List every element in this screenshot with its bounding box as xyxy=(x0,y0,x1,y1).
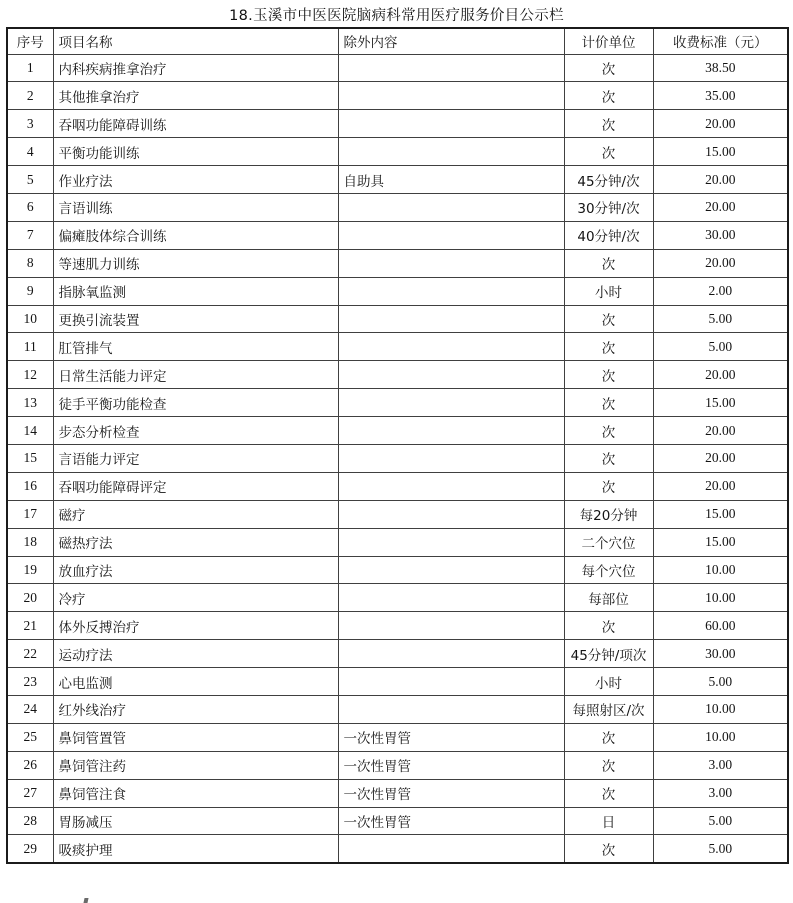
cell-fee-standard: 20.00 xyxy=(653,166,788,194)
cell-serial-number: 5 xyxy=(7,166,53,194)
table-row xyxy=(7,779,788,807)
cell-item-name: 冷疗 xyxy=(53,584,338,612)
cell-serial-number: 23 xyxy=(7,668,53,696)
cell-exclusion xyxy=(338,556,564,584)
cell-exclusion xyxy=(338,695,564,723)
cell-fee-standard: 15.00 xyxy=(653,528,788,556)
cell-exclusion xyxy=(338,640,564,668)
cell-serial-number: 24 xyxy=(7,695,53,723)
cell-exclusion xyxy=(338,193,564,221)
cell-pricing-unit: 30分钟/次 xyxy=(564,193,653,221)
table-row xyxy=(7,723,788,751)
cell-pricing-unit: 每20分钟 xyxy=(564,500,653,528)
cell-item-name: 徒手平衡功能检查 xyxy=(53,389,338,417)
cell-item-name: 作业疗法 xyxy=(53,166,338,194)
cell-item-name: 心电监测 xyxy=(53,668,338,696)
cell-item-name: 运动疗法 xyxy=(53,640,338,668)
table-row xyxy=(7,82,788,110)
cell-pricing-unit: 次 xyxy=(564,723,653,751)
cell-serial-number: 22 xyxy=(7,640,53,668)
cell-item-name: 内科疾病推拿治疗 xyxy=(53,54,338,82)
cell-exclusion: 一次性胃管 xyxy=(338,723,564,751)
table-row xyxy=(7,417,788,445)
cell-pricing-unit: 次 xyxy=(564,835,653,863)
cell-serial-number: 21 xyxy=(7,612,53,640)
table-row xyxy=(7,556,788,584)
cell-exclusion xyxy=(338,668,564,696)
cell-pricing-unit: 次 xyxy=(564,472,653,500)
cell-serial-number: 12 xyxy=(7,361,53,389)
cell-serial-number: 6 xyxy=(7,193,53,221)
cell-pricing-unit: 次 xyxy=(564,110,653,138)
table-row xyxy=(7,528,788,556)
cell-pricing-unit: 日 xyxy=(564,807,653,835)
cell-fee-standard: 30.00 xyxy=(653,640,788,668)
cell-item-name: 指脉氧监测 xyxy=(53,277,338,305)
cell-exclusion xyxy=(338,361,564,389)
cell-fee-standard: 20.00 xyxy=(653,361,788,389)
cell-fee-standard: 20.00 xyxy=(653,472,788,500)
cell-item-name: 红外线治疗 xyxy=(53,695,338,723)
table-row xyxy=(7,333,788,361)
cell-pricing-unit: 次 xyxy=(564,417,653,445)
cell-pricing-unit: 次 xyxy=(564,751,653,779)
cell-serial-number: 20 xyxy=(7,584,53,612)
cell-fee-standard: 20.00 xyxy=(653,249,788,277)
cell-item-name: 言语能力评定 xyxy=(53,444,338,472)
cell-fee-standard: 30.00 xyxy=(653,221,788,249)
cell-exclusion xyxy=(338,305,564,333)
table-row xyxy=(7,807,788,835)
cell-item-name: 鼻饲管置管 xyxy=(53,723,338,751)
cell-pricing-unit: 次 xyxy=(564,333,653,361)
cell-pricing-unit: 每照射区/次 xyxy=(564,695,653,723)
cell-fee-standard: 5.00 xyxy=(653,333,788,361)
table-row xyxy=(7,612,788,640)
cell-exclusion xyxy=(338,500,564,528)
cell-item-name: 吞咽功能障碍训练 xyxy=(53,110,338,138)
cell-serial-number: 9 xyxy=(7,277,53,305)
table-row xyxy=(7,695,788,723)
cell-exclusion xyxy=(338,835,564,863)
cell-serial-number: 17 xyxy=(7,500,53,528)
cell-exclusion: 一次性胃管 xyxy=(338,751,564,779)
table-row xyxy=(7,305,788,333)
table-row xyxy=(7,361,788,389)
table-row xyxy=(7,668,788,696)
table-row xyxy=(7,221,788,249)
table-row xyxy=(7,835,788,863)
cell-serial-number: 10 xyxy=(7,305,53,333)
cell-fee-standard: 5.00 xyxy=(653,835,788,863)
table-row xyxy=(7,444,788,472)
cell-fee-standard: 15.00 xyxy=(653,138,788,166)
cell-pricing-unit: 次 xyxy=(564,82,653,110)
cell-pricing-unit: 次 xyxy=(564,305,653,333)
cell-fee-standard: 20.00 xyxy=(653,417,788,445)
cell-pricing-unit: 次 xyxy=(564,612,653,640)
table-row xyxy=(7,138,788,166)
cell-pricing-unit: 次 xyxy=(564,54,653,82)
table-row xyxy=(7,54,788,82)
header-fee-standard: 收费标准（元） xyxy=(653,28,788,54)
cell-exclusion xyxy=(338,221,564,249)
cell-pricing-unit: 次 xyxy=(564,249,653,277)
cell-exclusion xyxy=(338,417,564,445)
cell-serial-number: 7 xyxy=(7,221,53,249)
header-item-name: 项目名称 xyxy=(53,28,338,54)
cell-fee-standard: 35.00 xyxy=(653,82,788,110)
cell-fee-standard: 5.00 xyxy=(653,668,788,696)
table-row xyxy=(7,249,788,277)
cell-exclusion xyxy=(338,389,564,417)
cell-serial-number: 27 xyxy=(7,779,53,807)
cell-item-name: 偏瘫肢体综合训练 xyxy=(53,221,338,249)
cell-pricing-unit: 小时 xyxy=(564,277,653,305)
table-row xyxy=(7,472,788,500)
table-row xyxy=(7,110,788,138)
cell-item-name: 言语训练 xyxy=(53,193,338,221)
cell-fee-standard: 10.00 xyxy=(653,556,788,584)
cell-serial-number: 1 xyxy=(7,54,53,82)
clipped-next-row-fragment xyxy=(83,898,88,903)
header-exclusion: 除外内容 xyxy=(338,28,564,54)
cell-item-name: 胃肠减压 xyxy=(53,807,338,835)
table-row xyxy=(7,193,788,221)
header-pricing-unit: 计价单位 xyxy=(564,28,653,54)
cell-item-name: 磁热疗法 xyxy=(53,528,338,556)
cell-fee-standard: 20.00 xyxy=(653,193,788,221)
cell-exclusion xyxy=(338,612,564,640)
cell-pricing-unit: 小时 xyxy=(564,668,653,696)
cell-pricing-unit: 次 xyxy=(564,138,653,166)
cell-serial-number: 14 xyxy=(7,417,53,445)
cell-exclusion xyxy=(338,110,564,138)
cell-item-name: 步态分析检查 xyxy=(53,417,338,445)
cell-fee-standard: 5.00 xyxy=(653,807,788,835)
table-row xyxy=(7,166,788,194)
cell-exclusion xyxy=(338,528,564,556)
cell-item-name: 磁疗 xyxy=(53,500,338,528)
cell-item-name: 吸痰护理 xyxy=(53,835,338,863)
cell-serial-number: 4 xyxy=(7,138,53,166)
cell-fee-standard: 2.00 xyxy=(653,277,788,305)
cell-item-name: 其他推拿治疗 xyxy=(53,82,338,110)
cell-exclusion: 一次性胃管 xyxy=(338,779,564,807)
cell-serial-number: 29 xyxy=(7,835,53,863)
cell-pricing-unit: 40分钟/次 xyxy=(564,221,653,249)
cell-serial-number: 26 xyxy=(7,751,53,779)
table-row xyxy=(7,584,788,612)
cell-fee-standard: 20.00 xyxy=(653,444,788,472)
cell-fee-standard: 20.00 xyxy=(653,110,788,138)
cell-exclusion xyxy=(338,54,564,82)
cell-item-name: 吞咽功能障碍评定 xyxy=(53,472,338,500)
cell-fee-standard: 38.50 xyxy=(653,54,788,82)
cell-pricing-unit: 每个穴位 xyxy=(564,556,653,584)
cell-exclusion xyxy=(338,249,564,277)
cell-serial-number: 15 xyxy=(7,444,53,472)
cell-fee-standard: 15.00 xyxy=(653,389,788,417)
table-row xyxy=(7,389,788,417)
cell-exclusion xyxy=(338,584,564,612)
cell-serial-number: 18 xyxy=(7,528,53,556)
page-title: 18.玉溪市中医医院脑病科常用医疗服务价目公示栏 xyxy=(229,8,564,24)
cell-serial-number: 25 xyxy=(7,723,53,751)
cell-serial-number: 16 xyxy=(7,472,53,500)
cell-item-name: 体外反搏治疗 xyxy=(53,612,338,640)
price-table-body xyxy=(7,54,788,863)
cell-pricing-unit: 次 xyxy=(564,389,653,417)
table-row xyxy=(7,277,788,305)
cell-pricing-unit: 二个穴位 xyxy=(564,528,653,556)
table-row xyxy=(7,500,788,528)
cell-item-name: 肛管排气 xyxy=(53,333,338,361)
cell-exclusion xyxy=(338,138,564,166)
cell-serial-number: 8 xyxy=(7,249,53,277)
header-row xyxy=(7,28,788,54)
cell-serial-number: 3 xyxy=(7,110,53,138)
cell-exclusion xyxy=(338,82,564,110)
cell-pricing-unit: 次 xyxy=(564,779,653,807)
cell-fee-standard: 15.00 xyxy=(653,500,788,528)
cell-serial-number: 13 xyxy=(7,389,53,417)
cell-item-name: 鼻饲管注食 xyxy=(53,779,338,807)
cell-item-name: 平衡功能训练 xyxy=(53,138,338,166)
cell-exclusion: 一次性胃管 xyxy=(338,807,564,835)
cell-pricing-unit: 每部位 xyxy=(564,584,653,612)
cell-exclusion: 自助具 xyxy=(338,166,564,194)
cell-exclusion xyxy=(338,333,564,361)
table-row xyxy=(7,751,788,779)
cell-item-name: 日常生活能力评定 xyxy=(53,361,338,389)
cell-pricing-unit: 45分钟/次 xyxy=(564,166,653,194)
cell-fee-standard: 3.00 xyxy=(653,751,788,779)
cell-serial-number: 11 xyxy=(7,333,53,361)
cell-item-name: 等速肌力训练 xyxy=(53,249,338,277)
cell-fee-standard: 10.00 xyxy=(653,584,788,612)
cell-fee-standard: 10.00 xyxy=(653,695,788,723)
price-table xyxy=(6,27,789,864)
price-table-header xyxy=(7,28,788,54)
cell-fee-standard: 60.00 xyxy=(653,612,788,640)
cell-exclusion xyxy=(338,444,564,472)
cell-pricing-unit: 次 xyxy=(564,444,653,472)
cell-item-name: 更换引流装置 xyxy=(53,305,338,333)
header-serial-number: 序号 xyxy=(7,28,53,54)
cell-fee-standard: 3.00 xyxy=(653,779,788,807)
cell-exclusion xyxy=(338,277,564,305)
cell-exclusion xyxy=(338,472,564,500)
table-row xyxy=(7,640,788,668)
cell-fee-standard: 10.00 xyxy=(653,723,788,751)
cell-serial-number: 28 xyxy=(7,807,53,835)
cell-fee-standard: 5.00 xyxy=(653,305,788,333)
cell-serial-number: 2 xyxy=(7,82,53,110)
cell-pricing-unit: 次 xyxy=(564,361,653,389)
cell-pricing-unit: 45分钟/项次 xyxy=(564,640,653,668)
cell-serial-number: 19 xyxy=(7,556,53,584)
cell-item-name: 放血疗法 xyxy=(53,556,338,584)
cell-item-name: 鼻饲管注药 xyxy=(53,751,338,779)
